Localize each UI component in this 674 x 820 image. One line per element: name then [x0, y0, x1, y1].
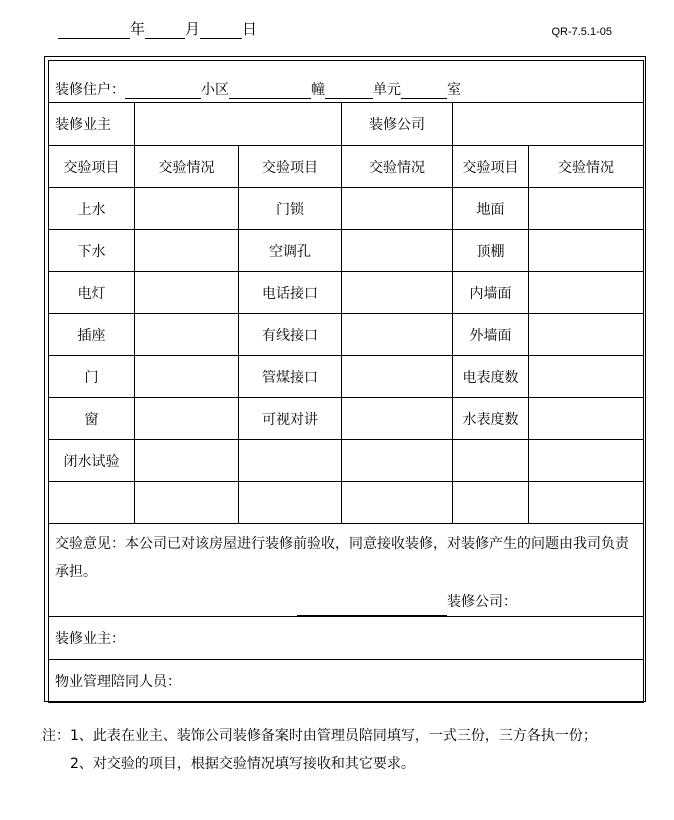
building-label: 幢 [311, 81, 325, 98]
item-name-1 [49, 482, 135, 524]
item-status-1[interactable] [135, 398, 239, 440]
unit-label: 单元 [373, 81, 401, 98]
company-sign-blank[interactable] [297, 599, 447, 616]
item-name-1: 门 [49, 356, 135, 398]
item-status-3[interactable] [529, 188, 644, 230]
item-row [49, 482, 644, 524]
item-status-1[interactable] [135, 230, 239, 272]
item-name-2: 电话接口 [239, 272, 342, 314]
item-status-1[interactable] [135, 272, 239, 314]
item-status-2[interactable] [342, 272, 453, 314]
property-sign-row [49, 660, 644, 703]
item-row [49, 230, 644, 272]
item-name-2: 可视对讲 [239, 398, 342, 440]
company-label: 装修公司 [342, 103, 453, 146]
item-row [49, 440, 644, 482]
property-sign-cell[interactable] [49, 660, 644, 703]
item-row [49, 188, 644, 230]
community-blank[interactable] [125, 82, 201, 99]
item-row [49, 356, 644, 398]
resident-label: 装修住户： [55, 81, 125, 98]
item-name-1: 下水 [49, 230, 135, 272]
col-item-header-1: 交验项目 [49, 146, 135, 188]
col-status-header-3: 交验情况 [529, 146, 644, 188]
day-label: 日 [242, 20, 258, 38]
building-blank[interactable] [229, 82, 311, 99]
property-sign-label: 物业管理陪同人员： [55, 674, 181, 690]
item-status-1[interactable] [135, 188, 239, 230]
item-status-3[interactable] [529, 398, 644, 440]
opinion-company-label: 装修公司： [447, 594, 518, 610]
item-name-3: 水表度数 [453, 398, 529, 440]
col-status-header-2: 交验情况 [342, 146, 453, 188]
day-blank[interactable] [200, 22, 242, 39]
item-name-1: 窗 [49, 398, 135, 440]
opinion-row [49, 524, 644, 617]
item-name-2: 门锁 [239, 188, 342, 230]
date-header [58, 18, 618, 48]
item-name-1: 插座 [49, 314, 135, 356]
month-label: 月 [185, 20, 201, 38]
item-name-3 [453, 482, 529, 524]
column-header-row [49, 146, 644, 188]
col-item-header-2: 交验项目 [239, 146, 342, 188]
resident-row [49, 61, 644, 103]
year-label: 年 [130, 20, 146, 38]
year-blank[interactable] [58, 22, 130, 39]
col-item-header-3: 交验项目 [453, 146, 529, 188]
item-row [49, 272, 644, 314]
item-name-2 [239, 440, 342, 482]
room-label: 室 [447, 81, 461, 98]
item-status-3[interactable] [529, 440, 644, 482]
item-name-3: 电表度数 [453, 356, 529, 398]
item-status-2[interactable] [342, 482, 453, 524]
item-status-1[interactable] [135, 440, 239, 482]
item-status-3[interactable] [529, 482, 644, 524]
item-status-1[interactable] [135, 314, 239, 356]
community-label: 小区 [201, 81, 229, 98]
inspection-table [48, 60, 644, 703]
col-status-header-1: 交验情况 [135, 146, 239, 188]
owner-label: 装修业主 [49, 103, 135, 146]
owner-sign-row [49, 617, 644, 660]
item-status-2[interactable] [342, 440, 453, 482]
item-name-3: 顶棚 [453, 230, 529, 272]
company-input[interactable] [453, 103, 644, 146]
item-status-2[interactable] [342, 230, 453, 272]
item-row [49, 314, 644, 356]
item-name-2: 管煤接口 [239, 356, 342, 398]
item-status-3[interactable] [529, 314, 644, 356]
item-status-1[interactable] [135, 356, 239, 398]
item-status-3[interactable] [529, 272, 644, 314]
item-name-1: 闭水试验 [49, 440, 135, 482]
item-status-2[interactable] [342, 398, 453, 440]
opinion-cell [49, 524, 644, 617]
owner-company-row [49, 103, 644, 146]
item-name-3: 内墙面 [453, 272, 529, 314]
item-name-3 [453, 440, 529, 482]
note-line-2: 2、对交验的项目，根据交验情况填写接收和其它要求。 [70, 756, 415, 772]
item-status-2[interactable] [342, 314, 453, 356]
owner-input[interactable] [135, 103, 342, 146]
form-code: QR-7.5.1-05 [551, 26, 612, 38]
item-status-2[interactable] [342, 188, 453, 230]
room-blank[interactable] [401, 82, 447, 99]
item-status-1[interactable] [135, 482, 239, 524]
opinion-company-line [55, 588, 637, 616]
unit-blank[interactable] [325, 82, 373, 99]
note-line-1: 注：1、此表在业主、装饰公司装修备案时由管理员陪同填写，一式三份，三方各执一份； [42, 728, 597, 744]
item-status-3[interactable] [529, 230, 644, 272]
form-frame [44, 56, 646, 702]
item-name-3: 外墙面 [453, 314, 529, 356]
item-row [49, 398, 644, 440]
item-name-2: 有线接口 [239, 314, 342, 356]
resident-cell [49, 61, 644, 103]
item-name-2: 空调孔 [239, 230, 342, 272]
item-name-1: 上水 [49, 188, 135, 230]
owner-sign-cell[interactable] [49, 617, 644, 660]
month-blank[interactable] [145, 22, 185, 39]
item-name-1: 电灯 [49, 272, 135, 314]
notes [42, 722, 597, 778]
item-name-2 [239, 482, 342, 524]
owner-sign-label: 装修业主： [55, 631, 125, 647]
item-status-2[interactable] [342, 356, 453, 398]
item-status-3[interactable] [529, 356, 644, 398]
item-name-3: 地面 [453, 188, 529, 230]
opinion-text: 交验意见：本公司已对该房屋进行装修前验收，同意接收装修，对装修产生的问题由我司负责承担。 [55, 536, 629, 580]
